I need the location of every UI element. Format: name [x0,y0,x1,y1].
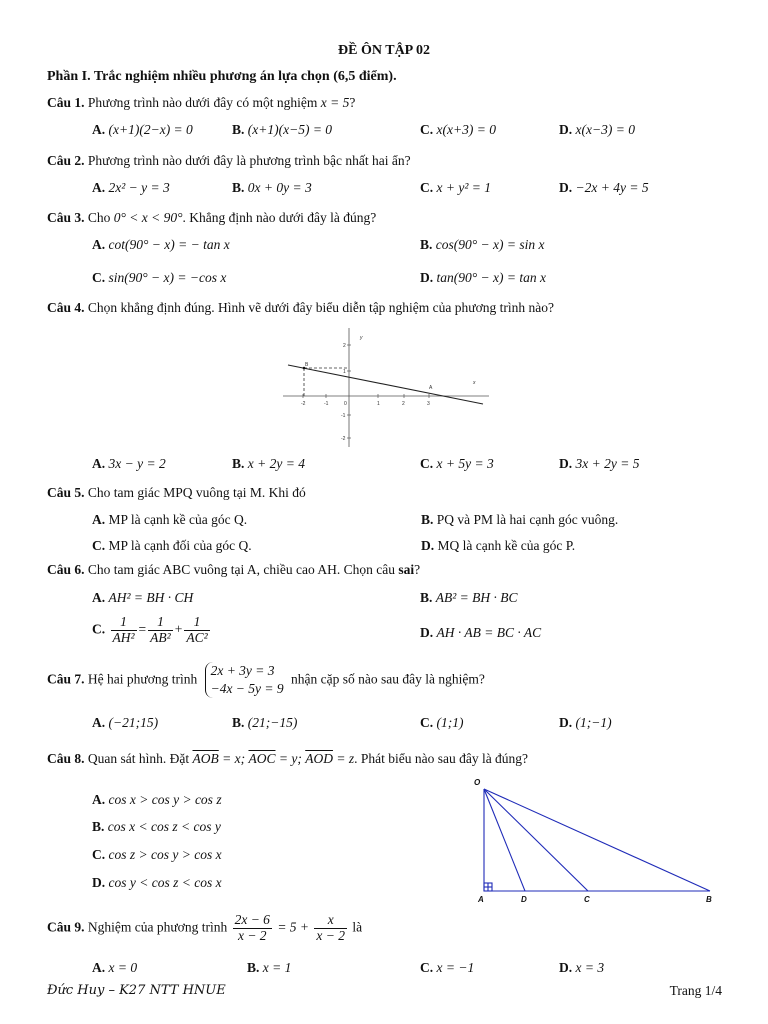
vertex-d-label: D [521,895,527,904]
option-text: 3x − y = 2 [108,456,166,471]
option-letter: C. [420,715,434,730]
q8-option-d[interactable] [92,875,222,891]
numerator: 1 [111,615,137,631]
denominator: AC² [186,629,208,645]
option-letter: D. [559,180,573,195]
option-letter: C. [92,621,106,637]
q9-option-d[interactable] [559,960,604,976]
question-1 [47,95,355,111]
option-text: x + y² = 1 [436,180,492,195]
q2-option-c[interactable] [420,180,491,196]
question-7 [47,662,485,698]
angle-aoc: $\overline{AOC}$ [248,751,276,766]
q4-option-d[interactable] [559,456,639,472]
equation-1: 2x + 3y = 3 [210,663,275,678]
question-label: Câu 1. [47,95,85,110]
denominator: AH² [112,629,135,645]
q3-option-a[interactable] [92,237,230,253]
question-text: Cho [87,210,111,225]
q6-option-c[interactable]: C. $\frac{1}{\text{AH²}}$ = $\frac{1}{\text{AB²}}$ + $\frac{1}{\text{AC²}}$ [92,614,208,645]
question-5 [47,485,306,501]
question-label: Câu 2. [47,153,85,168]
q6-option-d[interactable] [420,625,541,641]
option-text: (x+1)(2−x) = 0 [108,122,193,137]
question-condition: x = 5 [320,95,350,110]
option-text: x + 2y = 4 [247,456,305,471]
option-letter: D. [559,960,573,975]
question-label: Câu 6. [47,562,85,577]
q7-option-d[interactable] [559,715,612,731]
point-b [303,367,306,370]
question-label: Câu 9. [47,919,85,935]
option-text: MP là cạnh kề của góc Q. [108,512,248,527]
option-text: cos x < cos z < cos y [107,819,221,834]
option-letter: B. [232,715,245,730]
fraction [111,615,137,646]
q7-option-c[interactable] [420,715,464,731]
q1-option-a[interactable] [92,122,193,138]
q9-option-a[interactable] [92,960,137,976]
question-emphasis: sai [398,562,415,577]
q1-option-d[interactable] [559,122,635,138]
q2-option-b[interactable] [232,180,312,196]
q9-option-c[interactable] [420,960,474,976]
question-tail: . Phát biểu nào sau đây là đúng? [354,751,529,766]
line-graph-figure [283,325,489,450]
page-number: Trang 1/4 [669,983,722,998]
q4-option-b[interactable] [232,456,305,472]
y-tick-label: -1 [341,413,346,419]
q4-option-a[interactable] [92,456,166,472]
denominator: x − 2 [316,927,346,943]
option-text: AH · AB = BC · AC [436,625,542,640]
numerator: 2x − 6 [234,912,270,927]
option-letter: B. [232,180,245,195]
option-letter: C. [420,960,434,975]
angle-value: = y; [278,751,302,766]
q5-option-a[interactable] [92,512,247,528]
question-9 [47,913,362,944]
option-letter: C. [92,538,106,553]
option-letter: B. [420,590,433,605]
equation-system [205,662,284,698]
triangle-figure [470,775,720,910]
option-text: (21;−15) [247,715,298,730]
question-label: Câu 3. [47,210,85,225]
q5-option-d[interactable] [421,538,575,554]
option-letter: B. [232,456,245,471]
option-letter: A. [92,792,106,807]
option-text: x(x−3) = 0 [575,122,635,137]
denominator: AB² [150,629,171,645]
question-2 [47,153,411,169]
option-letter: C. [420,180,434,195]
option-letter: D. [559,122,573,137]
question-label: Câu 8. [47,751,85,766]
page-title: ĐỀ ÔN TẬP 02 [338,43,430,58]
vertex-o-label: O [474,778,481,787]
option-text: x = 1 [262,960,292,975]
q8-option-c[interactable] [92,847,222,863]
segment-ob [484,789,710,891]
q5-option-c[interactable] [92,538,252,554]
question-text-post: . Khẳng định nào dưới đây là đúng? [182,210,377,225]
x-tick-label: 3 [427,401,430,407]
numerator: 1 [184,615,209,631]
question-tail: là [352,919,363,935]
solution-line [288,365,483,404]
question-condition: 0° < x < 90° [113,210,183,225]
vertex-b-label: B [706,895,712,904]
q2-option-d[interactable] [559,180,649,196]
option-letter: B. [92,819,105,834]
option-letter: C. [92,847,106,862]
option-letter: B. [232,122,245,137]
q3-option-c[interactable] [92,270,226,286]
option-letter: B. [420,237,433,252]
point-b-label: B [305,362,309,368]
segment-oc [484,789,588,891]
q1-option-c[interactable] [420,122,496,138]
option-letter: D. [420,625,434,640]
option-text: cos x > cos y > cos z [108,792,222,807]
option-letter: A. [92,122,106,137]
y-tick-label: -2 [341,436,346,442]
question-label: Câu 5. [47,485,85,500]
question-text: Nghiệm của phương trình [87,919,228,935]
fraction [148,615,173,646]
q2-option-a[interactable] [92,180,170,196]
option-text: (x+1)(x−5) = 0 [247,122,333,137]
question-text: Cho tam giác ABC vuông tại A, chiều cao AH. Chọn câu [87,562,395,577]
option-text: MP là cạnh đối của góc Q. [108,538,252,553]
angle-aod: $\overline{AOD}$ [305,751,333,766]
option-letter: A. [92,590,106,605]
angle-value: = z [336,751,355,766]
option-text: x + 5y = 3 [436,456,494,471]
option-letter: A. [92,715,106,730]
equation-middle: = 5 + [277,919,310,935]
option-letter: C. [420,456,434,471]
equation-2: −4x − 5y = 9 [210,681,284,697]
option-letter: D. [559,715,573,730]
question-8 [47,751,528,767]
option-letter: B. [247,960,260,975]
option-letter: D. [92,875,106,890]
question-tail: ? [414,562,421,577]
question-tail: ? [349,95,356,110]
option-text: 2x² − y = 3 [108,180,170,195]
vertex-a-label: A [478,895,484,904]
x-tick-label: 2 [402,401,405,407]
option-letter: A. [92,456,106,471]
q4-option-c[interactable] [420,456,494,472]
footer-author: Đức Huy – K27 NTT HNUE [47,983,226,998]
fraction [314,913,347,944]
question-label: Câu 7. [47,671,85,687]
q8-option-b[interactable] [92,819,221,835]
q3-option-b[interactable] [420,237,544,253]
option-letter: A. [92,512,106,527]
numerator: 1 [148,615,173,631]
option-letter: C. [420,122,434,137]
option-text: PQ và PM là hai cạnh góc vuông. [436,512,619,527]
x-tick-label: -1 [324,401,329,407]
part-heading: Phần I. Trắc nghiệm nhiều phương án lựa chọn (6,5 điểm). [47,69,397,84]
question-text: Phương trình nào dưới đây là phương trình bậc nhất hai ẩn? [87,153,411,168]
q6-option-b[interactable] [420,590,518,606]
question-text: Chọn khẳng định đúng. Hình vẽ dưới đây biểu diễn tập nghiệm của phương trình nào? [87,300,554,315]
option-letter: A. [92,180,106,195]
option-text: cos z > cos y > cos x [108,847,222,862]
x-axis-label: x [473,380,476,386]
option-text: (1;−1) [575,715,612,730]
option-letter: C. [92,270,106,285]
option-letter: B. [421,512,434,527]
angle-aob: $\overline{AOB}$ [192,751,219,766]
q5-option-b[interactable] [421,512,618,528]
option-text: x = 3 [575,960,605,975]
option-text: 3x + 2y = 5 [575,456,640,471]
question-label: Câu 4. [47,300,85,315]
numerator: x [314,913,347,929]
question-tail: nhận cặp số nào sau đây là nghiệm? [291,671,485,687]
option-text: cot(90° − x) = − tan x [108,237,230,252]
q3-option-d[interactable] [420,270,546,286]
origin-label: 0 [344,401,347,407]
question-text: Quan sát hình. Đặt [87,751,190,766]
option-letter: D. [420,270,434,285]
option-text: tan(90° − x) = tan x [436,270,546,285]
y-tick-label: 1 [343,369,346,375]
option-text: −2x + 4y = 5 [575,180,649,195]
option-text: AB² = BH · BC [435,590,518,605]
option-text: (−21;15) [108,715,159,730]
option-text: MQ là cạnh kề của góc P. [437,538,576,553]
option-text: x = −1 [436,960,475,975]
option-text: AH² = BH · CH [108,590,194,605]
question-text: Cho tam giác MPQ vuông tại M. Khi đó [87,485,306,500]
denominator: x − 2 [237,927,267,943]
x-tick-label: -2 [301,401,306,407]
option-text: cos(90° − x) = sin x [435,237,545,252]
option-text: sin(90° − x) = −cos x [108,270,227,285]
option-text: x = 0 [108,960,138,975]
fraction [184,615,209,646]
q7-option-b[interactable] [232,715,297,731]
question-text: Hệ hai phương trình [87,671,198,687]
option-text: (1;1) [436,715,464,730]
option-text: 0x + 0y = 3 [247,180,312,195]
q8-option-a[interactable] [92,792,222,808]
x-tick-label: 1 [377,401,380,407]
option-letter: A. [92,237,106,252]
q1-option-b[interactable] [232,122,332,138]
option-text: x(x+3) = 0 [436,122,496,137]
q6-option-a[interactable] [92,590,193,606]
y-axis-label: y [360,335,363,341]
y-tick-label: 2 [343,343,346,349]
option-letter: D. [559,456,573,471]
angle-value: = x; [222,751,246,766]
q7-option-a[interactable] [92,715,158,731]
question-6 [47,562,420,578]
vertex-c-label: C [584,895,590,904]
fraction [233,913,272,944]
option-letter: A. [92,960,106,975]
question-text: Phương trình nào dưới đây có một nghiệm [87,95,318,110]
option-letter: D. [421,538,435,553]
question-3 [47,210,376,226]
option-text: cos y < cos z < cos x [108,875,222,890]
question-4 [47,300,554,316]
q9-option-b[interactable] [247,960,291,976]
point-a-label: A [429,385,433,391]
